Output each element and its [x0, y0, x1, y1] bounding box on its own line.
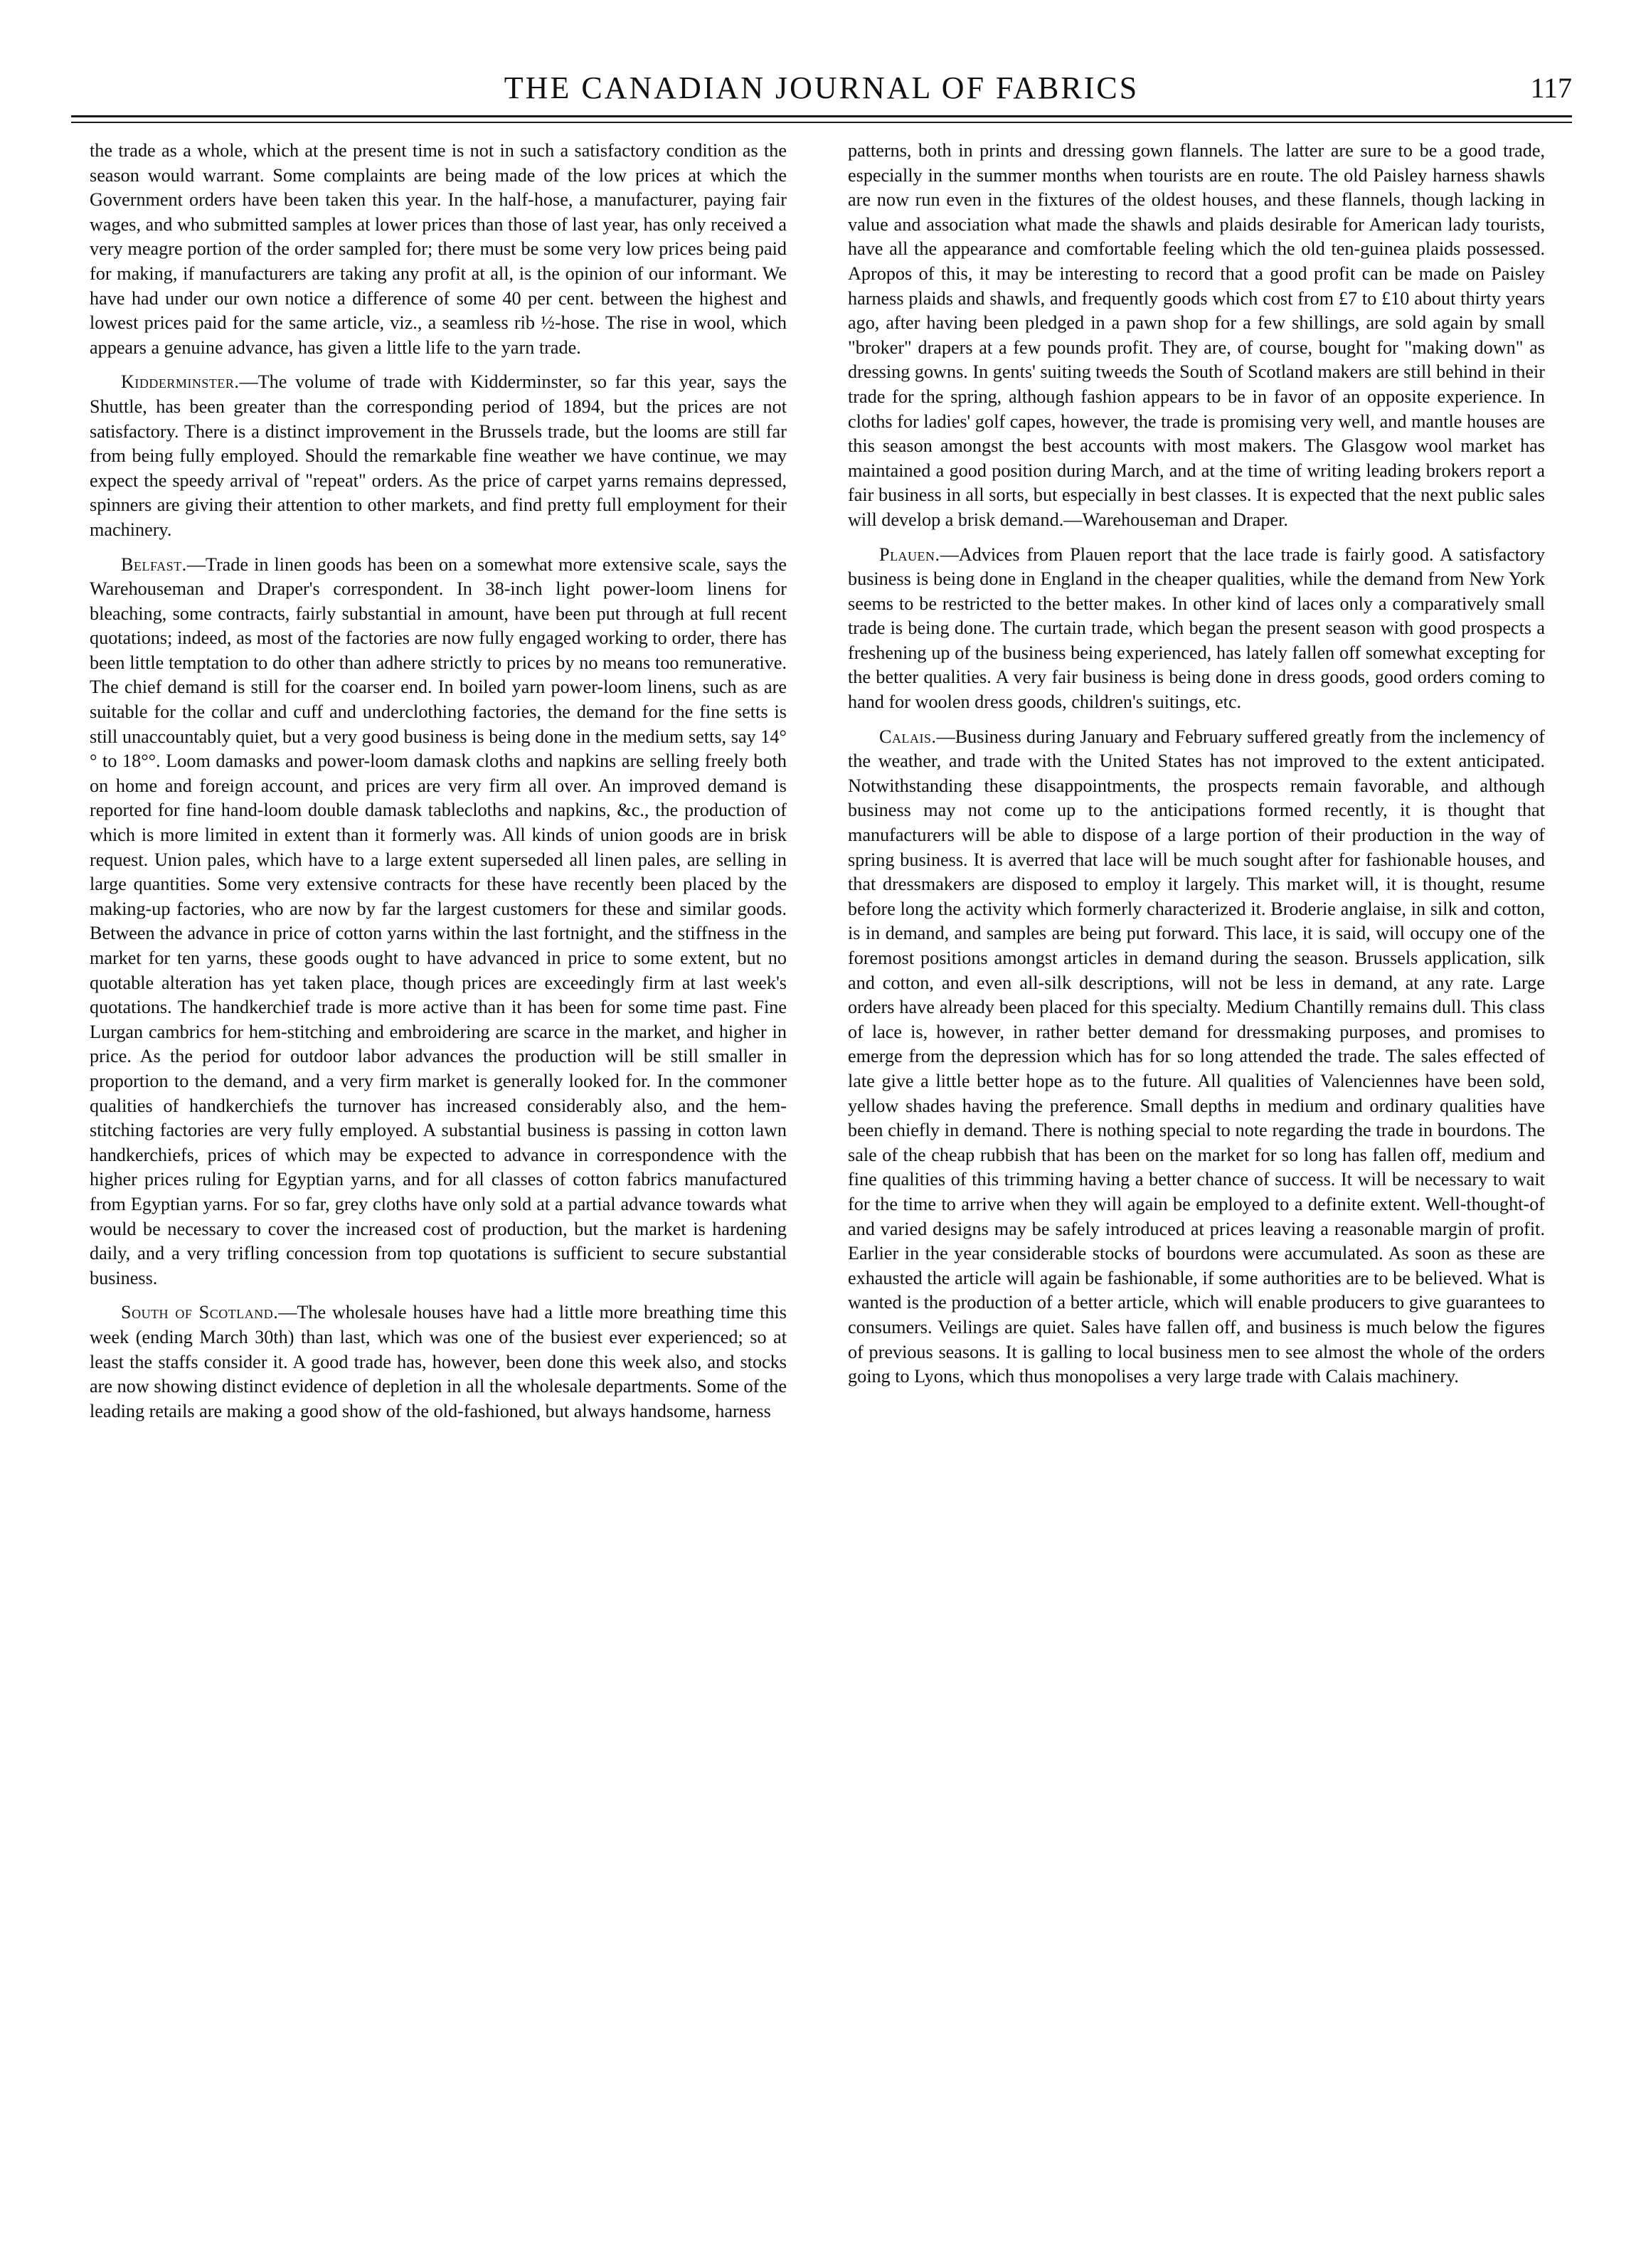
paragraph-text: —Advices from Plauen report that the lace trade is fairly good. A satisfactory business is being done in England in the cheaper qualities, while the demand from New York seems to be restricted to the better makes. In other kind of laces only a comparatively small trade is being done. The curtain trade, which began the present season with good prospects a freshening up of the business being experienced, has lately fallen off somewhat excepting for the better qualities. A very fair business is being done in dress goods, good orders coming to hand for woolen dress goods, children's suitings, etc. [848, 544, 1545, 713]
paragraph-kidderminster [90, 370, 787, 542]
page-number: 117 [1530, 72, 1572, 104]
paragraph-lead: Calais. [879, 726, 937, 747]
left-column [90, 139, 787, 1434]
journal-title: THE CANADIAN JOURNAL OF FABRICS [504, 70, 1140, 105]
paragraph-text: —The wholesale houses have had a little more breathing time this week (ending March 30th) than last, which was one of the busiest ever experienced; so at least the staffs consider it. A good trade has, however, been done this week also, and stocks are now showing distinct evidence of depletion in all the wholesale departments. Some of the leading retails are making a good show of the old-fashioned, but always handsome, harness [90, 1302, 787, 1421]
paragraph-lead: Plauen. [879, 544, 940, 565]
header-rule-secondary [71, 122, 1572, 123]
paragraph-lead: Belfast. [121, 553, 187, 575]
paragraph-text: —The volume of trade with Kidderminster, so far this year, says the Shuttle, has been greater than the corresponding period of 1894, but the prices are not satisfactory. There is a distinct improvement in the Brussels trade, but the looms are still far from being fully employed. Should the remarkable fine weather we have continue, we may expect the speedy arrival of "repeat" orders. As the price of carpet yarns remains depressed, spinners are giving their attention to other markets, and find pretty full employment for their machinery. [90, 371, 787, 540]
paragraph-text: —Business during January and February suffered greatly from the inclemency of the weather, and trade with the United States has not improved to the extent anticipated. Notwithstanding these disappointments, the prospects remain favorable, and although business may not come up to the anticipations formed recently, it is thought that manufacturers will be able to dispose of a large portion of their production in the way of spring business. It is averred that lace will be much sought after for fashionable houses, and that dressmakers are disposed to employ it largely. This market will, it is thought, resume before long the activity which formerly characterized it. Broderie anglaise, in silk and cotton, is in demand, and samples are being put forward. This lace, it is said, will occupy one of the foremost positions amongst articles in demand during the season. Brussels application, silk and cotton, and even all-silk descriptions, will not be less in demand, at any rate. Large orders have already been placed for this specialty. Medium Chantilly remains dull. This class of lace is, however, in rather better demand for dressmaking purposes, and promises to emerge from the depression which has for so long attended the trade. The sales effected of late give a little better hope as to the future. All qualities of Valenciennes have been sold, yellow shades having the preference. Small depths in medium and ordinary qualities have been chiefly in demand. There is nothing special to note regarding the trade in bourdons. The sale of the cheap rubbish that has been on the market for so long has fallen off, medium and fine qualities of this trimming having a better chance of success. It will be necessary to wait for the time to arrive when they will again be employed to a definite extent. Well-thought-of and varied designs may be safely introduced at prices leaving a reasonable margin of profit. Earlier in the year considerable stocks of bourdons were accumulated. As soon as these are exhausted the article will again be fashionable, if some authorities are to be believed. What is wanted is the production of a better article, which will enable producers to give guarantees to consumers. Veilings are quiet. Sales have fallen off, and business is much below the figures of previous seasons. It is galling to local business men to see almost the whole of the orders going to Lyons, which thus monopolises a very large trade with Calais machinery. [848, 726, 1545, 1387]
paragraph-lead: South of Scotland. [121, 1302, 279, 1323]
page-header [71, 68, 1572, 111]
header-rule [71, 115, 1572, 117]
paragraph-continued [90, 139, 787, 360]
paragraph-text: the trade as a whole, which at the present time is not in such a satisfactory condition as the season would warrant. Some complaints are being made of the low prices at which the Government orders have been taken this year. In the half-hose, a manufacturer, paying fair wages, and who submitted samples at lower prices than those of last year, has only received a very meagre portion of the order sampled for; there must be some very low prices being paid for making, if manufacturers are taking any profit at all, is the opinion of our informant. We have had under our own notice a difference of some 40 per cent. between the highest and lowest prices paid for the same article, viz., a seamless rib ½-hose. The rise in wool, which appears a genuine advance, has given a little life to the yarn trade. [90, 140, 787, 358]
right-column [848, 139, 1545, 1399]
paragraph-text: patterns, both in prints and dressing gown flannels. The latter are sure to be a good trade, especially in the summer months when tourists are en route. The old Paisley harness shawls are now run even in the fixtures of the oldest houses, and these flannels, though lacking in value and association what made the shawls and plaids desirable for American lady tourists, have all the appearance and comfortable feeling which the old ten-guinea plaids possessed. Apropos of this, it may be interesting to record that a good profit can be made on Paisley harness plaids and shawls, and frequently goods which cost from £7 to £10 about thirty years ago, after having been pledged in a pawn shop for a few shillings, are sold again by small "broker" drapers at a few pounds profit. They are, of course, bought for "making down" as dressing gowns. In gents' suiting tweeds the South of Scotland makers are still behind in their trade for the spring, although fashion appears to be in favor of an opposite experience. In cloths for ladies' golf capes, however, the trade is promising very well, and mantle houses are this season amongst the best accounts with most makers. The Glasgow wool market has maintained a good position during March, and at the time of writing leading brokers report a fair business in all sorts, but especially in best classes. It is expected that the next public sales will develop a brisk demand.—Warehouseman and Draper. [848, 140, 1545, 530]
paragraph-south-of-scotland [90, 1300, 787, 1424]
paragraph-belfast [90, 553, 787, 1291]
paragraph-calais [848, 725, 1545, 1389]
paragraph-continued [848, 139, 1545, 533]
paragraph-lead: Kidderminster. [121, 371, 240, 393]
paragraph-plauen [848, 543, 1545, 715]
paragraph-text: —Trade in linen goods has been on a somewhat more extensive scale, says the Warehouseman and Draper's correspondent. In 38-inch light power-loom linens for bleaching, some contracts, fairly substantial in amount, have been put through at full recent quotations; indeed, as most of the factories are now fully engaged working to order, there has been little temptation to do other than adhere strictly to prices by no means too remunerative. The chief demand is still for the coarser end. In boiled yarn power-loom linens, such as are suitable for the collar and cuff and underclothing factories, the demand for the fine setts is still unaccountably quiet, but a very good business is being done in the medium setts, say 14°° to 18°°. Loom damasks and power-loom damask cloths and napkins are selling freely both on home and foreign account, and prices are very firm all over. An improved demand is reported for fine hand-loom double damask tablecloths and napkins, &c., the production of which is more limited in extent than it formerly was. All kinds of union goods are in brisk request. Union pales, which have to a large extent superseded all linen pales, are selling in large quantities. Some very extensive contracts for these have recently been placed by the making-up factories, who are now by far the largest customers for these and similar goods. Between the advance in price of cotton yarns within the last fortnight, and the stiffness in the market for ten yarns, these goods ought to have advanced in price to some extent, but no quotable alteration has yet taken place, though prices are exceedingly firm at last week's quotations. The handkerchief trade is more active than it has been for some time past. Fine Lurgan cambrics for hem-stitching and embroidering are scarce in the market, and higher in price. As the period for outdoor labor advances the production will be still smaller in proportion to the demand, and a very firm market is generally looked for. In the commoner qualities of handkerchiefs the turnover has increased considerably also, and the hem-stitching factories are very fully employed. A substantial business is passing in cotton lawn handkerchiefs, prices of which may be expected to advance in correspondence with the higher prices ruling for Egyptian yarns, and for all classes of cotton fabrics manufactured from Egyptian yarns. For so far, grey cloths have only sold at a partial advance towards what would be necessary to cover the increased cost of production, but the market is hardening daily, and a very trifling concession from top quotations is sufficient to secure substantial business. [90, 553, 787, 1288]
